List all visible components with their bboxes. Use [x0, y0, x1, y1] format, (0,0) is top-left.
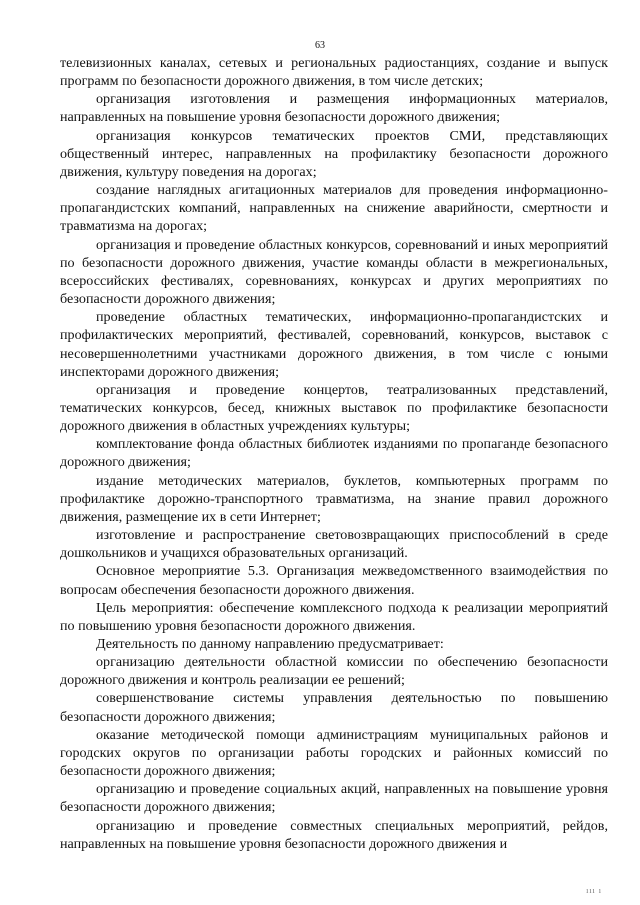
paragraph: организацию и проведение совместных специальных мероприятий, рейдов, направленных на повышение уровня безопасности дорожного движения и — [60, 817, 608, 852]
paragraph: организация и проведение областных конкурсов, соревнований и иных мероприятий по безопасности дорожного движения, участие команды области в межрегиональных, всероссийских фестивалях, соревнованиях, конкурсах и других мероприятиях по безопасности дорожного движения; — [60, 236, 608, 308]
paragraph: совершенствование системы управления деятельностью по повышению безопасности дорожного движения; — [60, 690, 608, 725]
paragraph: создание наглядных агитационных материалов для проведения информационно-пропагандистских компаний, направленных на снижение аварийности, смертности и травматизма на дорогах; — [60, 182, 608, 235]
paragraph: организацию деятельности областной комиссии по обеспечению безопасности дорожного движения и контроль реализации ее решений; — [60, 654, 608, 689]
paragraph: комплектование фонда областных библиотек изданиями по пропаганде безопасного дорожного движения; — [60, 436, 608, 471]
paragraph: телевизионных каналах, сетевых и региональных радиостанциях, создание и выпуск программ по безопасности дорожного движения, в том числе детских; — [60, 55, 608, 90]
paragraph: организация изготовления и размещения информационных материалов, направленных на повышение уровня безопасности дорожного движения; — [60, 91, 608, 126]
paragraph: изготовление и распространение световозвращающих приспособлений в среде дошкольников и учащихся образовательных организаций. — [60, 527, 608, 562]
paragraph: организация конкурсов тематических проектов СМИ, представляющих общественный интерес, направленных на профилактику безопасности дорожного движения, культуру поведения на дорогах; — [60, 127, 608, 180]
scan-corner-mark: ııı ı — [586, 886, 602, 895]
paragraph: Цель мероприятия: обеспечение комплексного подхода к реализации мероприятий по повышению уровня безопасности дорожного движения. — [60, 599, 608, 634]
document-body — [60, 54, 608, 853]
paragraph: организацию и проведение социальных акций, направленных на повышение уровня безопасности дорожного движения; — [60, 781, 608, 816]
paragraph: организация и проведение концертов, театрализованных представлений, тематических конкурсов, бесед, книжных выставок по профилактике безопасности дорожного движения в областных учреждениях культуры; — [60, 381, 608, 435]
paragraph: оказание методической помощи администрациям муниципальных районов и городских округов по организации работы городских и районных комиссий по безопасности дорожного движения; — [60, 726, 608, 780]
paragraph: издание методических материалов, буклетов, компьютерных программ по профилактике дорожно-транспортного травматизма, на знание правил дорожного движения, размещение их в сети Интернет; — [60, 472, 608, 525]
section-heading-paragraph: Основное мероприятие 5.3. Организация межведомственного взаимодействия по вопросам обеспечения безопасности дорожного движения. — [60, 563, 608, 598]
paragraph: проведение областных тематических, информационно-пропагандистских и профилактических мероприятий, фестивалей, соревнований, конкурсов, выставок с несовершеннолетними участниками дорожного движения, в том числе с юными инспекторами дорожного движения; — [60, 309, 608, 380]
page-number: 63 — [315, 40, 325, 51]
paragraph: Деятельность по данному направлению предусматривает: — [96, 636, 444, 652]
